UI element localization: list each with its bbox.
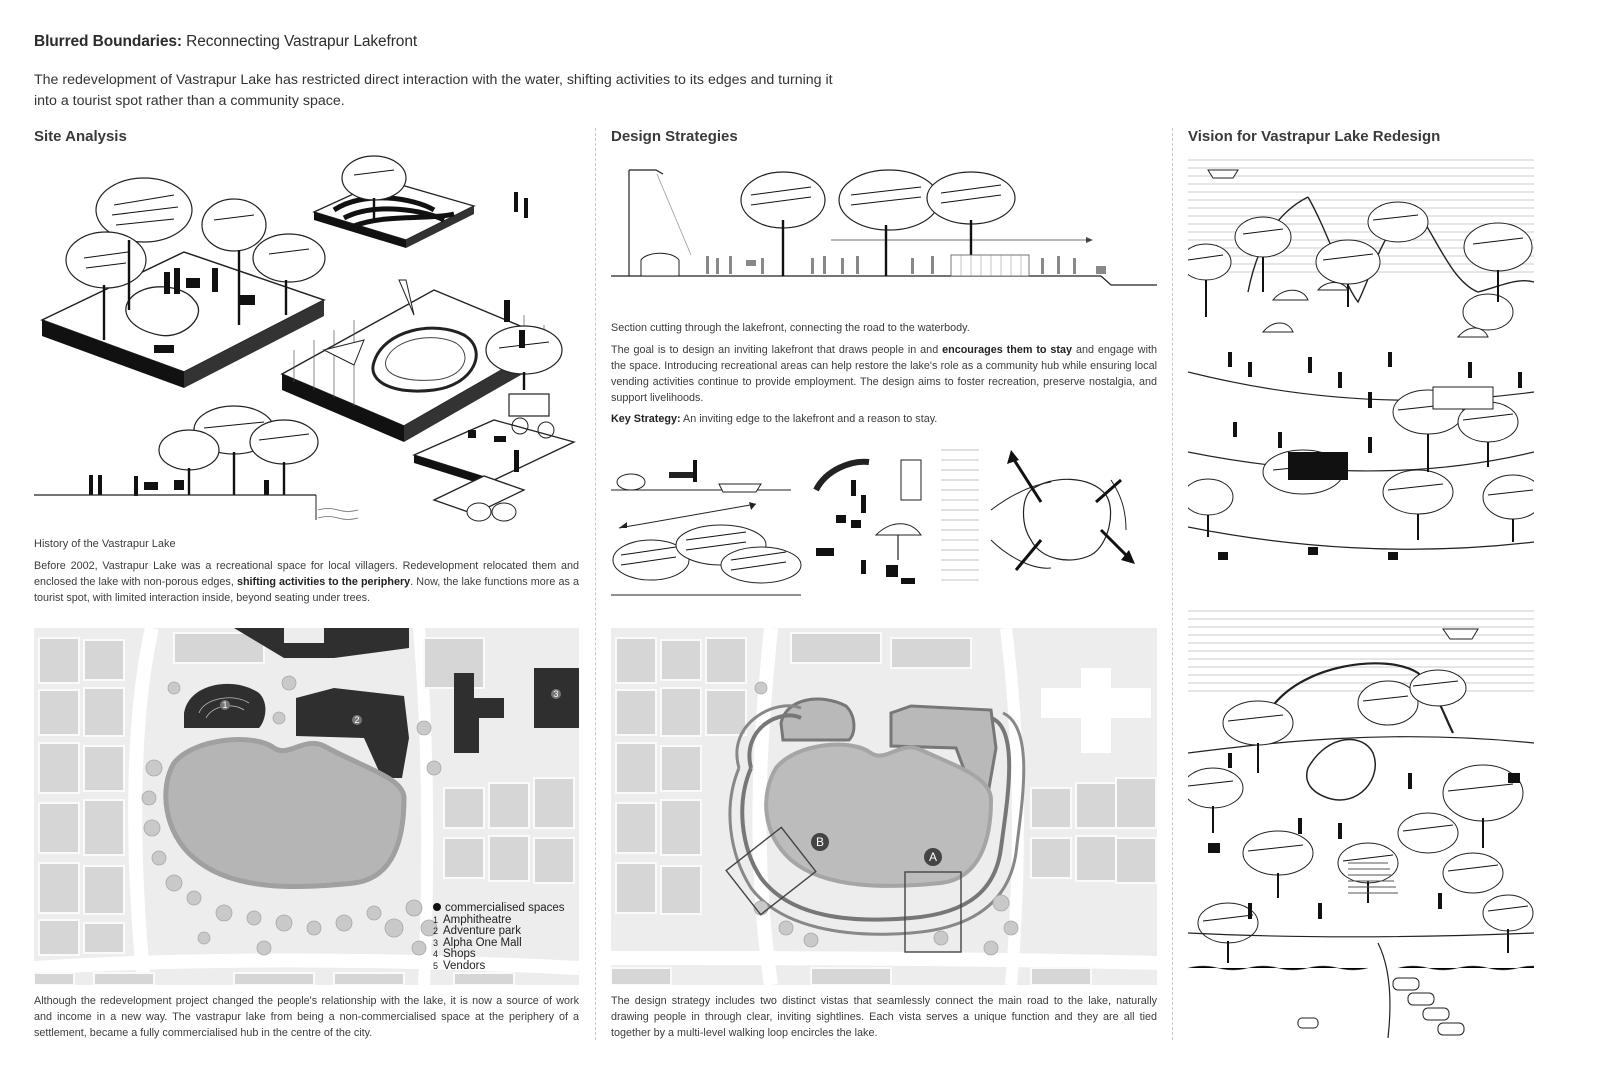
- goal-text: [611, 342, 1157, 406]
- intro-line-2: into a tourist spot rather than a community space.: [34, 93, 345, 109]
- vista-b-label: B: [815, 835, 825, 849]
- column-divider-2: [1172, 128, 1173, 1040]
- map-label-2: 2: [354, 715, 360, 725]
- map-legend: [433, 903, 565, 972]
- legend-num: 2: [433, 926, 439, 936]
- legend-label: Amphitheatre: [443, 913, 512, 926]
- section-caption: Section cutting through the lakefront, connecting the road to the waterbody.: [611, 322, 970, 334]
- map-label-1: 1: [222, 700, 228, 710]
- design-strategies-heading: Design Strategies: [611, 128, 738, 145]
- page-title: [34, 33, 417, 51]
- key-strategy-label: Key Strategy:: [611, 413, 681, 425]
- vista-strategy-map: [611, 628, 1157, 985]
- title-bold: Blurred Boundaries:: [34, 33, 182, 50]
- legend-label: Shops: [443, 948, 476, 960]
- legend-num: 4: [433, 949, 439, 959]
- goal-text-a: The goal is to design an inviting lakefront that draws people in and: [611, 344, 943, 356]
- legend-label: Vendors: [443, 959, 486, 972]
- legend-label: Adventure park: [443, 925, 521, 937]
- site-analysis-bottom-text: Although the redevelopment project changed the people's relationship with the lake, it is now a source of work and income in a new way. The vastrapur lake from being a non-commercialised space at the periphery of a settlement, became a fully commercialised hub in the centre of the city.: [34, 995, 579, 1039]
- column-divider-1: [595, 128, 596, 1040]
- intro-paragraph: [34, 70, 914, 112]
- legend-num: 1: [433, 914, 439, 925]
- lakefront-section-sketch: [611, 160, 1157, 310]
- vision-sketch-upper: [1188, 152, 1534, 587]
- legend-title: commercialised spaces: [445, 902, 565, 914]
- vision-sketch-lower: [1188, 603, 1534, 1038]
- goal-text-b: and engage with the space. Introducing recreational areas can help restore the lake's role as a community hub while ensuring local vending activities continue to provide employment. The design aims to foster recreation, preserve nostalgia, and support livelihoods.: [611, 344, 1158, 404]
- site-history-sketch: [34, 150, 579, 530]
- key-strategy-text: An inviting edge to the lakefront and a reason to stay.: [680, 413, 938, 425]
- history-caption: History of the Vastrapur Lake: [34, 538, 176, 550]
- intro-line-1: The redevelopment of Vastrapur Lake has restricted direct interaction with the water, shifting activities to its edges and turning it: [34, 72, 833, 88]
- title-rest: Reconnecting Vastrapur Lakefront: [181, 33, 418, 50]
- site-analysis-heading: Site Analysis: [34, 128, 127, 145]
- goal-text-bold: encourages them to stay: [942, 344, 1073, 356]
- history-text-b: . Now, the lake functions more as a tourist spot, with limited interaction inside, beyond seating under trees.: [34, 576, 579, 604]
- history-text: [34, 558, 579, 606]
- strategy-sketches: [611, 440, 1157, 605]
- legend-num: 5: [433, 960, 439, 971]
- legend-item: [433, 961, 565, 973]
- vision-heading: Vision for Vastrapur Lake Redesign: [1188, 128, 1441, 145]
- vista-a-label: A: [928, 850, 938, 864]
- history-text-a: Before 2002, Vastrapur Lake was a recreational space for local villagers. Redevelopment relocated them and enclosed the lake with non-porous edges,: [34, 560, 579, 588]
- design-strategies-bottom-text: The design strategy includes two distinct vistas that seamlessly connect the main road to the lake, naturally drawing people in through clear, inviting sightlines. Each vista serves a unique function and they are all tied together by a multi-level walking loop encircles the lake.: [611, 995, 1157, 1039]
- legend-num: 3: [433, 937, 439, 948]
- map-label-3: 3: [553, 689, 559, 699]
- legend-dot-icon: [433, 903, 441, 911]
- key-strategy: [611, 411, 1157, 427]
- legend-label: Alpha One Mall: [443, 936, 522, 949]
- history-text-bold: shifting activities to the periphery: [236, 576, 411, 588]
